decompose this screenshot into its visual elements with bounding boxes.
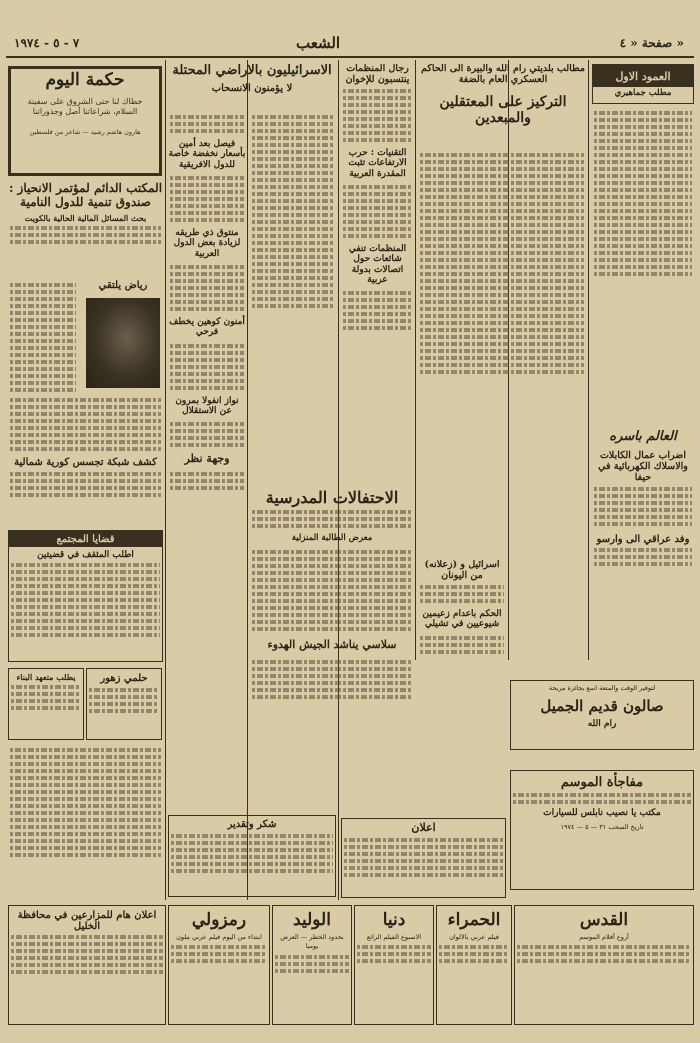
wisdom-author: هارون هاشم رشيد — شاعر من فلسطين (29, 128, 141, 137)
salon-ad-title: صالون قديم الجميل (540, 697, 664, 716)
strike-logo: العالم بأسره (609, 430, 677, 444)
school-article (250, 485, 414, 815)
main-article-body (418, 150, 586, 550)
cinema-name: دنيا (382, 910, 406, 930)
classified-2 (86, 668, 162, 740)
season-ad (510, 770, 694, 890)
center-col3 (250, 112, 336, 482)
notice-ad (8, 905, 166, 1025)
brief-headline: كشف شبكة تجسس كورية شمالية (14, 457, 157, 468)
notice-box (341, 818, 506, 898)
classified-1-title: يطلب متعهد البناء (16, 672, 76, 682)
school-subheadline-2: سلاسي يناشد الجيش الهدوء (267, 638, 397, 652)
cinema-ad-1 (168, 905, 270, 1025)
center-col2 (168, 112, 246, 672)
school-headline: الاحتفالات المدرسية (265, 488, 399, 507)
corner-box (592, 64, 694, 104)
wisdom-quote: خطاك لنا حتى الشروق على سفينة السلام، شراعاتنا أصل وجذوراتنا (27, 96, 143, 117)
masthead-rule (6, 56, 694, 58)
notice-title: اعلان (411, 821, 436, 834)
salon-ad-tagline: لتوفير الوقت والمتعة اسع بجائزة مريحة (548, 684, 656, 692)
season-ad-date: تاريخ السحب ٣١ — ٥ — ١٩٧٤ (560, 823, 644, 832)
israel-headline: الاسرائيليون بالاراضي المحتلة (172, 64, 332, 78)
corner-body (592, 108, 694, 428)
col2-headline-2: أمنون كوهين يخطف فرحي (169, 317, 245, 338)
season-ad-title: مفاجأة الموسم (560, 775, 644, 790)
cinema-lines: فيلم عربي بالالوان (449, 933, 499, 941)
feature-subtitle: اطلب المثقف في قضيتين (37, 550, 134, 560)
main-headline: مطالب بلديتي رام الله والبيرة الى الحاكم العسكري العام بالضفة (421, 64, 585, 85)
kuwait-article (8, 182, 163, 278)
masthead-paper-name: الشعب (296, 34, 341, 52)
corner-logo: العمود الاول (593, 65, 693, 87)
thanks-title: شكر وتقدير (227, 819, 277, 830)
col2-headline-3: نواز انفولا بمرون عن الاستقلال (175, 395, 239, 417)
strike-article (592, 430, 694, 660)
israel-subheadline: لا يؤمنون الانسحاب (211, 82, 293, 94)
cinema-lines: الاسبوع الفيلم الرائع (366, 933, 422, 941)
masthead-page-label: صفحة « ٤ » (619, 36, 684, 50)
school-subheadline-1: معرض الطالبة المنزلية (291, 533, 373, 544)
column-rule (588, 60, 589, 660)
main-article (418, 64, 588, 154)
cinema-ad-4 (436, 905, 512, 1025)
left-lower-article (8, 745, 163, 895)
main-headline-big: التركيز على المعتقلين والمبعدين (439, 93, 567, 126)
photo-caption: رياض يلتقي (98, 280, 148, 291)
brief-article (8, 395, 163, 525)
salon-ad-city: رام الله (587, 719, 617, 730)
iraq-headline: وفد عراقي الى وارسو (596, 533, 690, 545)
cinema-name: القدس (579, 910, 629, 930)
classified-2-title: حلمي زهور (100, 673, 148, 684)
israel-subheadline-2: فيصل بعد أمين بأسعار نخفضة خاصة للدول الافريقية (168, 139, 246, 170)
column-rule (247, 60, 248, 900)
wisdom-box (8, 66, 162, 176)
cinema-ad-2 (272, 905, 352, 1025)
cinema-name: الحمراء (447, 910, 501, 930)
cinema-lines: بحدود الخطر — العرض يوميا (280, 933, 344, 951)
col2-headline-1: منتوق ذي طريقه لزيادة بعض الدول العربية (173, 228, 241, 259)
wisdom-title: حكمة اليوم (11, 71, 159, 91)
cinema-lines: أروع أفلام الموسم (579, 933, 629, 941)
kuwait-headline: المكتب الدائم لمؤتمر الانحياز : صندوق تنمية للدول النامية (8, 182, 163, 209)
col2-headline-4: وجهة نظر (184, 452, 230, 466)
strike-headline: اضراب عمال الكابلات والاسلاك الكهربائية في حيفا (598, 449, 688, 483)
mr-headline-4: اسرائيل و (زعلانه) من اليونان (424, 560, 500, 581)
cinema-ad-3 (354, 905, 434, 1025)
mr-headline-3: المنظمات تنفي شائعات حول اتصالات بدولة عربية (348, 243, 407, 285)
mr-headline-5: الحكم باعدام زعيمين شيوعيين في تشيلي (422, 608, 502, 630)
masthead (6, 34, 694, 54)
cinema-name: رمزولي (191, 910, 247, 930)
column-rule (165, 60, 166, 900)
column-rule (415, 60, 416, 660)
masthead-date: ٧ - ٥ - ١٩٧٤ (14, 36, 80, 50)
farmers-notice-title: اعلان هام للمزارعين في محافظة الخليل (17, 910, 157, 932)
mr-col1 (341, 64, 414, 484)
feature-title: قضايا المجتمع (9, 531, 162, 547)
portrait-photo (86, 298, 160, 388)
classified-1 (8, 668, 84, 740)
photo-block (84, 280, 162, 392)
cinema-ad-5 (514, 905, 694, 1025)
cinema-name: الوليد (293, 910, 331, 930)
season-ad-subtitle: مكتب يا نصيب نابلس للسيارات (543, 808, 661, 818)
salon-ad (510, 680, 694, 750)
mr-headline-2: التقنيات : حرب الارتفاعات تثبت المقدرة العربية (348, 147, 407, 179)
kuwait-subheadline: بحث المسائل المالية الحالية بالكويت (24, 212, 147, 223)
feature-box (8, 530, 163, 662)
mr-headline-1: رجال المنظمات ينتسبون للإخوان (345, 64, 410, 85)
mr-col2 (418, 560, 506, 700)
corner-subtitle: مطلب جماهيري (614, 88, 672, 98)
thanks-box (168, 815, 336, 897)
cinema-lines: ابتداء من اليوم فيلم عربي ملون (176, 933, 262, 941)
